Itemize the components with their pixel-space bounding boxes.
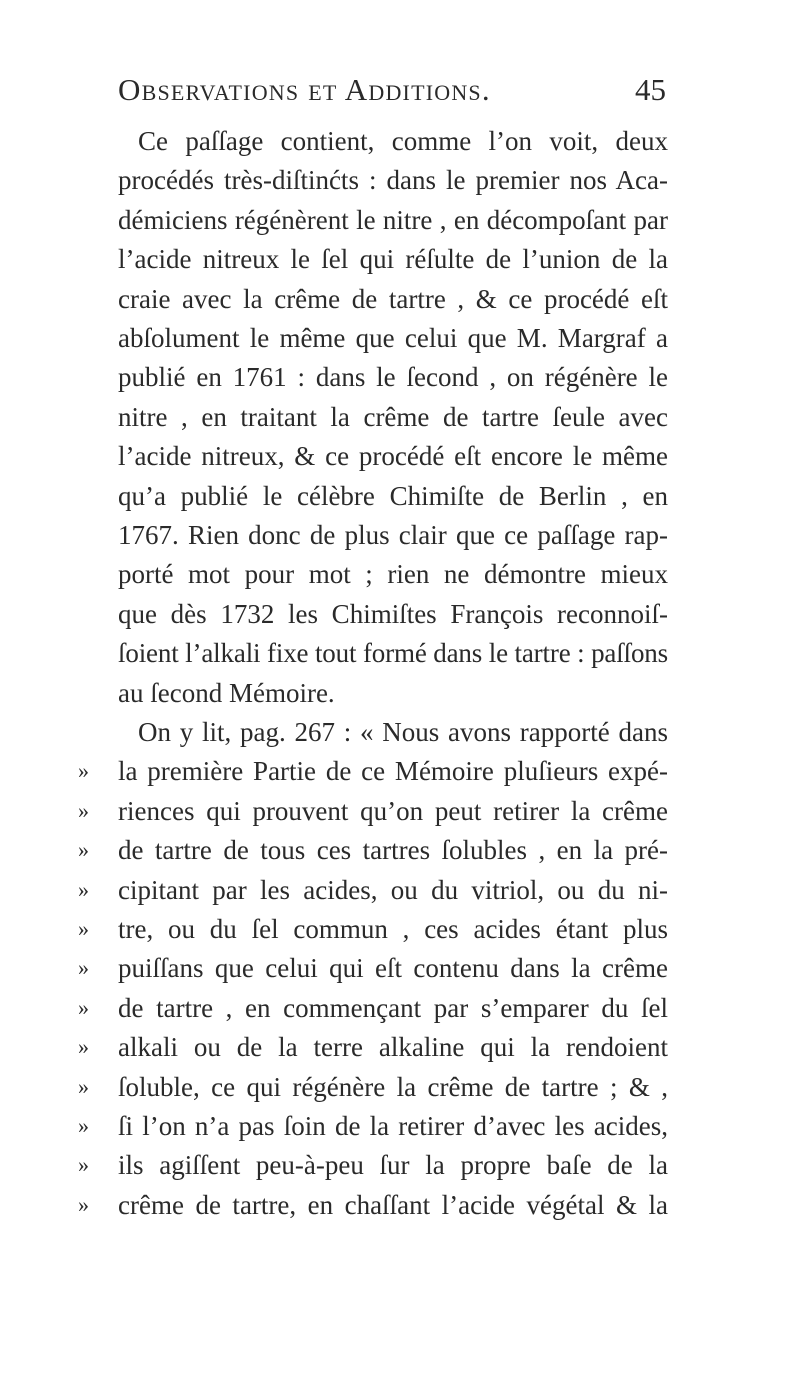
text-line xyxy=(118,638,800,674)
text-line xyxy=(78,796,800,832)
text-line xyxy=(78,1072,800,1108)
text-line xyxy=(78,1150,800,1186)
text-line xyxy=(118,244,800,280)
text-line xyxy=(78,953,800,989)
guillemet-mark: » xyxy=(78,876,89,902)
line-text: ſoluble, ce qui régénère la crême de tartre ; & , xyxy=(118,1071,668,1102)
line-text: ils agiſſent peu-à-peu ſur la propre baſe de la xyxy=(118,1150,668,1181)
guillemet-mark: » xyxy=(78,1113,89,1138)
line-text: puiſſans que celui qui eſt contenu dans la crême xyxy=(118,953,668,984)
text-line xyxy=(118,520,800,556)
text-line xyxy=(118,441,800,477)
line-text: au ſecond Mémoire. xyxy=(118,677,335,708)
text-line xyxy=(118,284,800,320)
line-text: riences qui prouvent qu’on peut retirer la crême xyxy=(118,795,668,826)
text-line xyxy=(78,1111,800,1147)
text-line xyxy=(78,914,800,950)
line-text: qu’a publié le célèbre Chimiſte de Berlin , en xyxy=(118,480,668,511)
text-line xyxy=(78,993,800,1029)
line-text: que dès 1732 les Chimiſtes François reconnoiſ- xyxy=(118,598,668,629)
line-text: abſolument le même que celui que M. Margraf a xyxy=(118,323,668,353)
line-text: tre, ou du ſel commun , ces acides étant plus xyxy=(118,914,668,944)
guillemet-mark: » xyxy=(78,797,89,823)
text-line xyxy=(118,165,800,201)
guillemet-mark: » xyxy=(78,955,89,981)
text-line xyxy=(78,756,800,792)
text-line xyxy=(138,717,800,753)
line-text: ſoient l’alkali fixe tout formé dans le tartre : paſſons xyxy=(118,638,668,669)
line-text: publié en 1761 : dans le ſecond , on régénère le xyxy=(118,362,668,393)
text-line xyxy=(118,402,800,438)
line-text: On y lit, pag. 267 : « Nous avons rapporté dans xyxy=(138,717,668,747)
line-text: l’acide nitreux le ſel qui réſulte de l’union de la xyxy=(118,244,668,275)
guillemet-mark: » xyxy=(78,916,89,941)
text-line xyxy=(118,599,800,635)
line-text: de tartre de tous ces tartres ſolubles , en la pré- xyxy=(118,835,668,866)
text-line xyxy=(78,1190,800,1226)
line-text: cipitant par les acides, ou du vitriol, ou du ni- xyxy=(118,874,668,905)
line-text: ſi l’on n’a pas ſoin de la retirer d’avec les acides, xyxy=(118,1111,668,1141)
guillemet-mark: » xyxy=(78,994,89,1020)
page-number: 45 xyxy=(635,72,666,107)
guillemet-mark: » xyxy=(78,1034,89,1060)
line-text: Ce paſſage contient, comme l’on voit, deux xyxy=(138,126,668,156)
guillemet-mark: » xyxy=(78,1073,89,1099)
guillemet-mark: » xyxy=(78,1191,89,1217)
text-line xyxy=(78,875,800,911)
guillemet-mark: » xyxy=(78,1152,89,1178)
text-line xyxy=(118,323,800,359)
guillemet-mark: » xyxy=(78,758,89,784)
line-text: porté mot pour mot ; rien ne démontre mieux xyxy=(118,559,668,590)
text-line xyxy=(138,126,800,162)
text-line xyxy=(118,559,800,595)
running-title: Observations et Additions. xyxy=(118,72,491,107)
line-text: démiciens régénèrent le nitre , en décompoſant par xyxy=(118,204,668,235)
text-line xyxy=(118,481,800,517)
line-text: 1767. Rien donc de plus clair que ce paſſage rap- xyxy=(118,520,668,550)
text-line xyxy=(78,835,800,871)
line-text: crême de tartre, en chaſſant l’acide végétal & la xyxy=(118,1189,668,1220)
text-line xyxy=(118,678,800,714)
line-text: la première Partie de ce Mémoire pluſieurs expé- xyxy=(118,756,668,787)
guillemet-mark: » xyxy=(78,837,89,863)
line-text: alkali ou de la terre alkaline qui la rendoient xyxy=(118,1032,668,1063)
text-line xyxy=(78,1032,800,1068)
text-line xyxy=(118,362,800,398)
line-text: de tartre , en commençant par s’emparer du ſel xyxy=(118,992,668,1023)
running-head xyxy=(118,72,666,112)
text-line xyxy=(118,205,800,241)
line-text: nitre , en traitant la crême de tartre ſeule avec xyxy=(118,401,668,432)
line-text: l’acide nitreux, & ce procédé eſt encore le même xyxy=(118,441,668,472)
line-text: procédés très-diſtinćts : dans le premier nos Aca- xyxy=(118,165,668,196)
line-text: craie avec la crême de tartre , & ce procédé eſt xyxy=(118,283,668,314)
